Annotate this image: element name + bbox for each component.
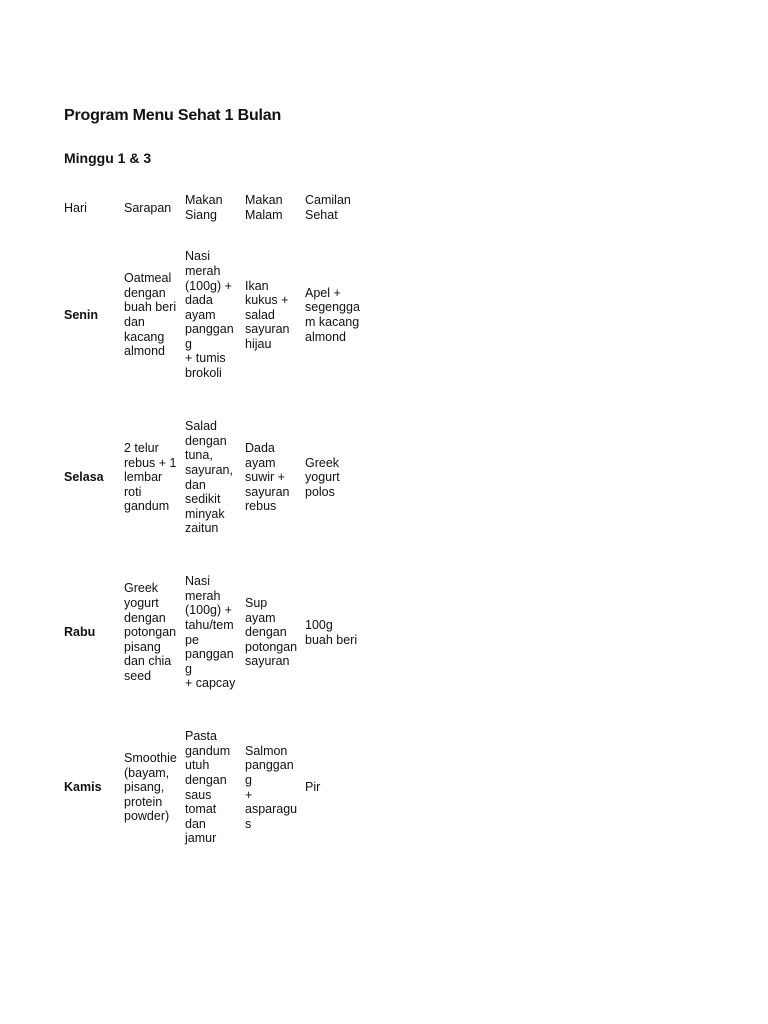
makan-siang-cell: Nasi merah (100g) + dada ayam panggang + tumis brokoli bbox=[185, 249, 234, 381]
sarapan-cell: Oatmeal dengan buah beri dan kacang almond bbox=[124, 271, 177, 359]
header-camilan-sehat: Camilan Sehat bbox=[305, 193, 351, 222]
camilan-cell: Greek yogurt polos bbox=[305, 455, 340, 499]
makan-malam-cell: Sup ayam dengan potongan sayuran bbox=[245, 596, 298, 669]
header-hari: Hari bbox=[64, 200, 87, 215]
makan-siang-cell: Salad dengan tuna, sayuran, dan sedikit minyak zaitun bbox=[185, 419, 233, 536]
header-makan-malam: Makan Malam bbox=[245, 193, 283, 222]
camilan-cell: Pir bbox=[305, 780, 321, 795]
day-cell: Senin bbox=[64, 307, 99, 322]
camilan-cell: 100g buah beri bbox=[305, 617, 358, 647]
sarapan-cell: Smoothie (bayam, pisang, protein powder) bbox=[124, 751, 177, 824]
makan-siang-cell: Nasi merah (100g) + tahu/tem pe panggang + capcay bbox=[185, 574, 236, 691]
header-makan-siang: Makan Siang bbox=[185, 193, 223, 222]
menu-table bbox=[61, 186, 366, 865]
day-cell: Rabu bbox=[64, 625, 96, 640]
table-row bbox=[61, 400, 366, 555]
makan-malam-cell: Dada ayam suwir + sayuran rebus bbox=[245, 441, 290, 514]
table-row bbox=[61, 230, 366, 400]
sarapan-cell: 2 telur rebus + 1 lembar roti gandum bbox=[124, 441, 177, 514]
day-cell: Selasa bbox=[64, 470, 104, 485]
table-row bbox=[61, 710, 366, 865]
table-header-row bbox=[61, 186, 366, 230]
document-title: Program Menu Sehat 1 Bulan bbox=[64, 107, 282, 124]
sarapan-cell: Greek yogurt dengan potongan pisang dan chia seed bbox=[124, 581, 177, 683]
week-heading: Minggu 1 & 3 bbox=[64, 150, 152, 166]
table-row bbox=[61, 555, 366, 710]
day-cell: Kamis bbox=[64, 780, 102, 795]
header-sarapan: Sarapan bbox=[124, 200, 172, 215]
makan-malam-cell: Ikan kukus + salad sayuran hijau bbox=[245, 278, 290, 351]
camilan-cell: Apel + segengga m kacang almond bbox=[305, 285, 360, 344]
makan-siang-cell: Pasta gandum utuh dengan saus tomat dan jamur bbox=[185, 729, 231, 846]
makan-malam-cell: Salmon panggang + asparagus bbox=[245, 743, 298, 831]
